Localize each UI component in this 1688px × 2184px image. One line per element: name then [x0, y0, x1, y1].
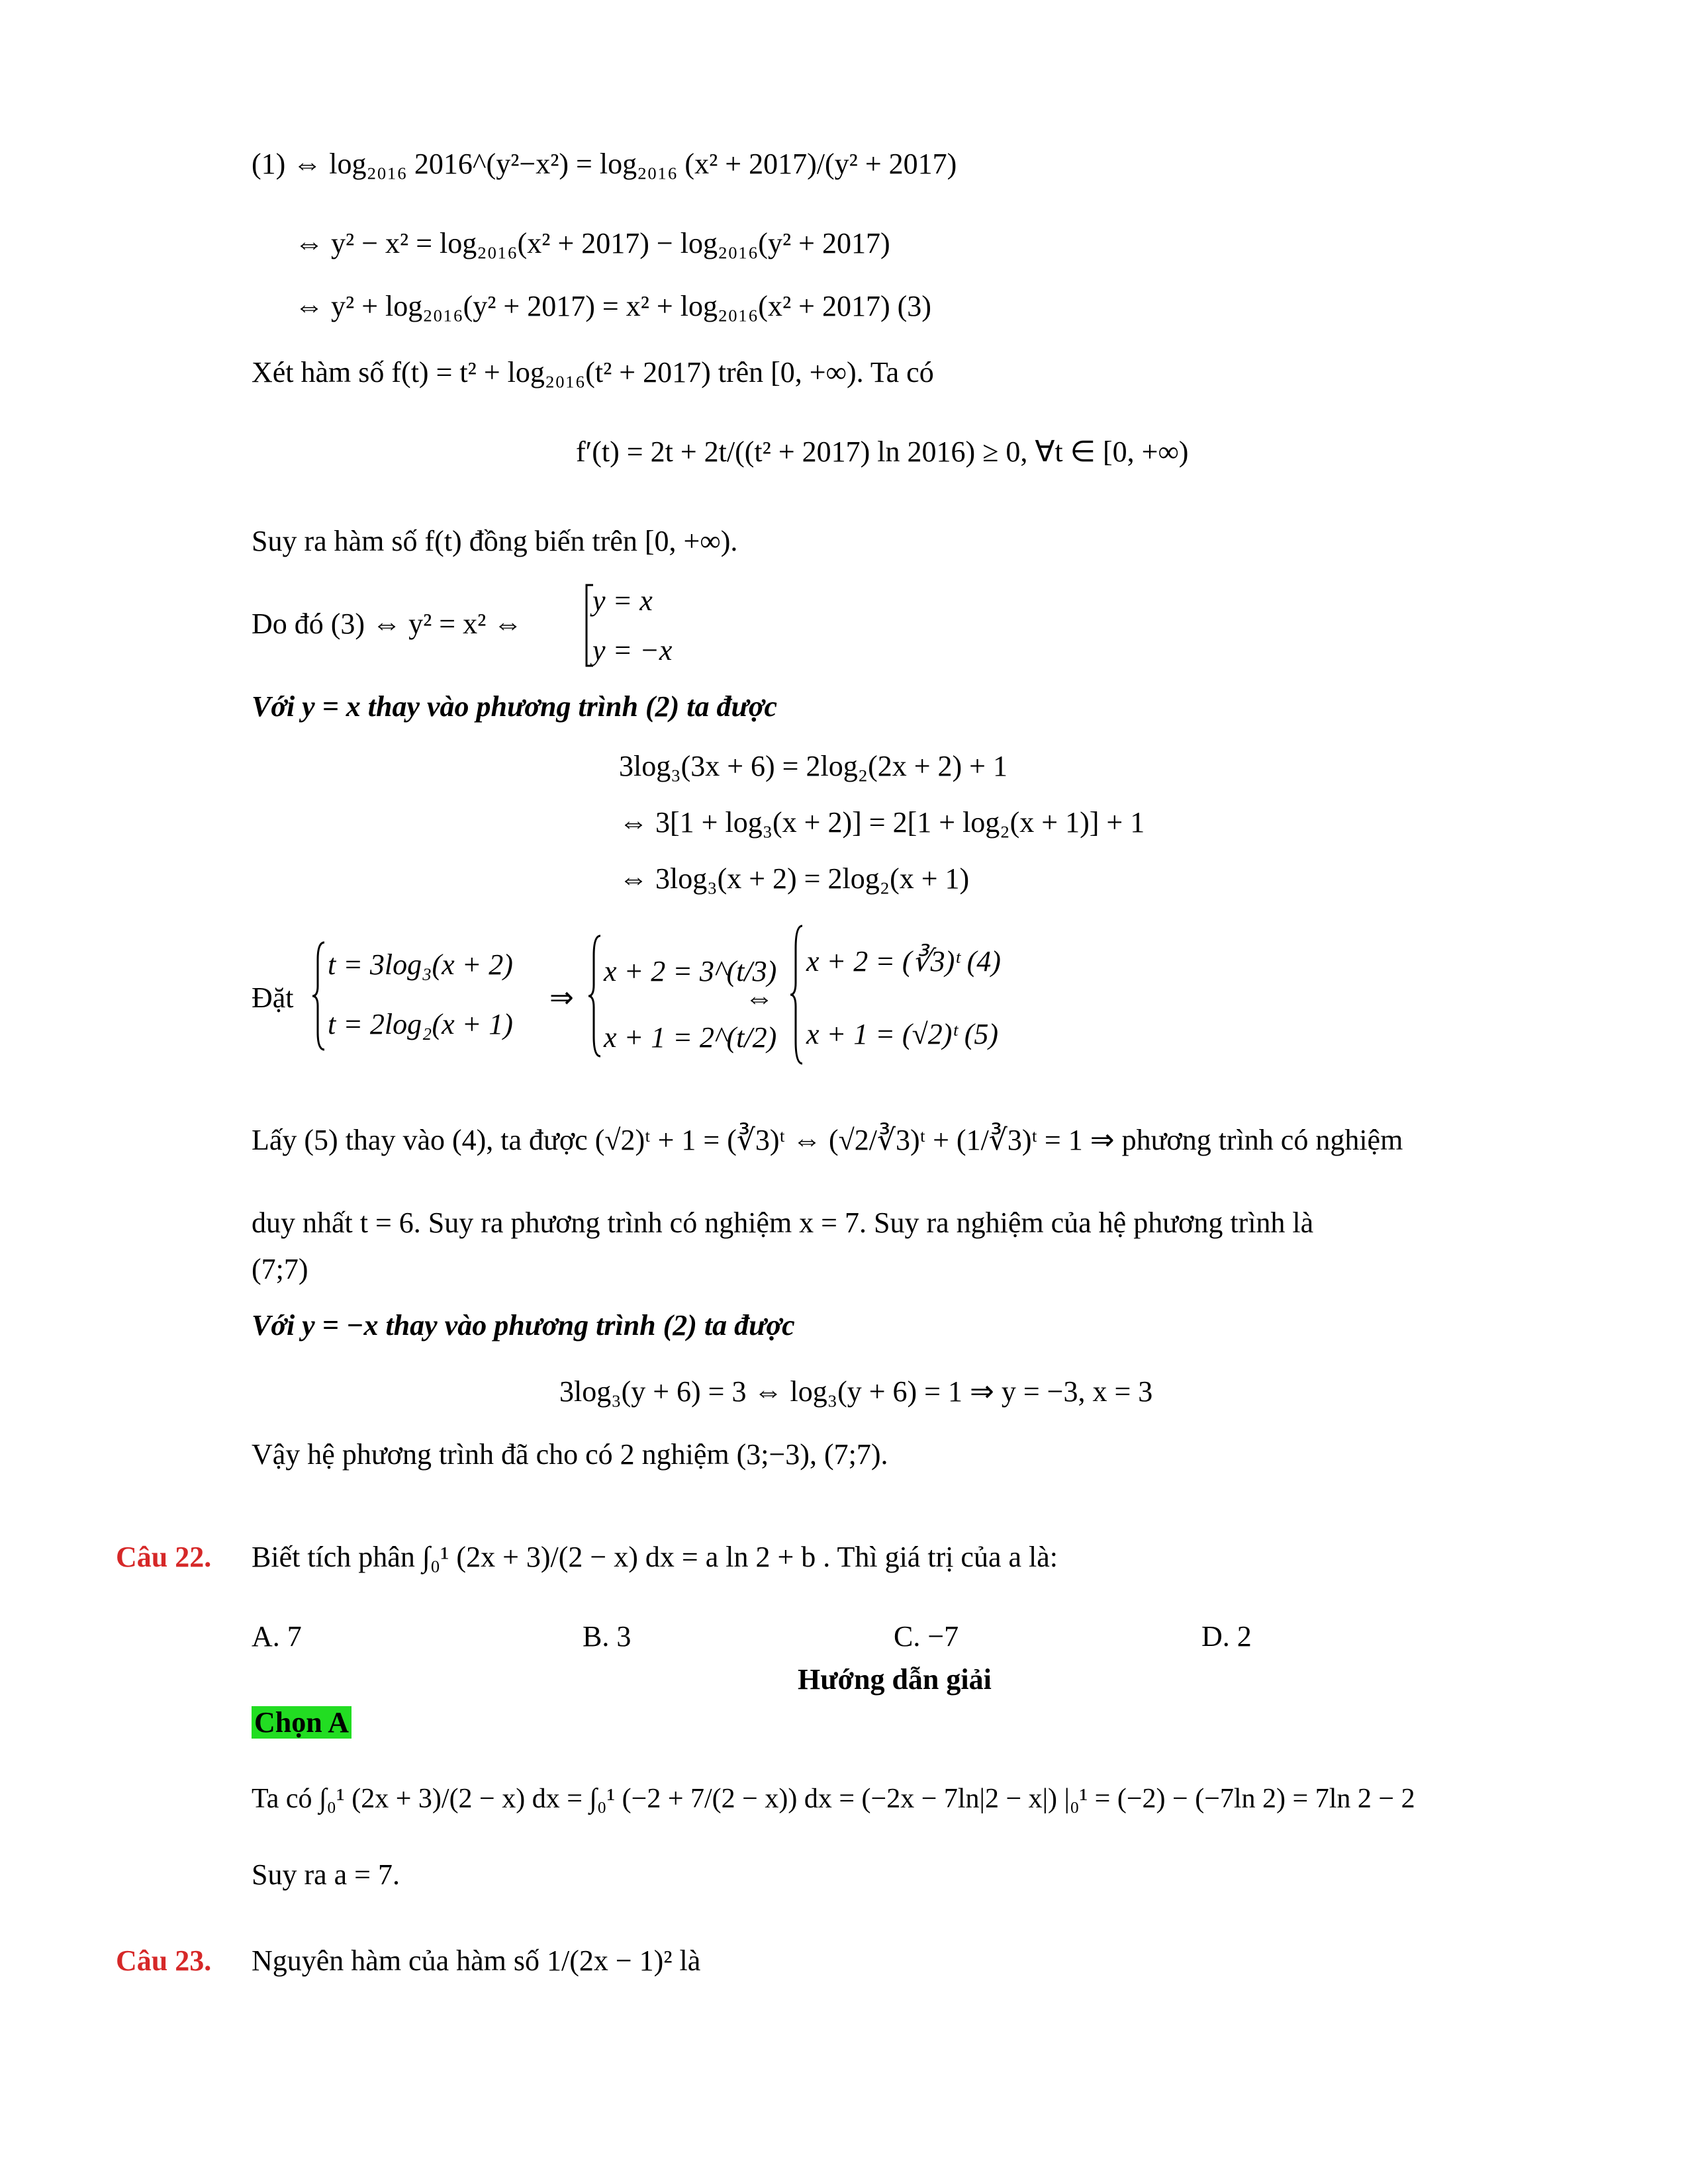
text-dat: Đặt — [252, 981, 294, 1014]
option-d: D. 2 — [1201, 1620, 1252, 1653]
answer-badge — [252, 1704, 352, 1741]
question-23-label: Câu 23. — [116, 1944, 212, 1977]
case-heading-y-x: Với y = x thay vào phương trình (2) ta được — [252, 690, 777, 723]
brace-1 — [310, 940, 327, 1052]
equation-line-10: ⇔ 3[1 + log₃(x + 2)] = 2[1 + log₂(x + 1)] + 1 — [619, 806, 1145, 839]
question-22-text: Biết tích phân ∫₀¹ (2x + 3)/(2 − x) dx = a ln 2 + b . Thì giá trị của a là: — [252, 1541, 1058, 1573]
implies-arrow: ⇒ — [549, 981, 574, 1014]
question-23-text: Nguyên hàm của hàm số 1/(2x − 1)² là — [252, 1944, 701, 1977]
question-22-label: Câu 22. — [116, 1541, 212, 1573]
text-line-therefore: Do đó (3) ⇔ y² = x² ⇔ — [252, 608, 523, 640]
equation-line-17: 3log₃(y + 6) = 3 ⇔ log₃(y + 6) = 1 ⇒ y = −3, x = 3 — [559, 1375, 1153, 1408]
system-3-line-1: x + 2 = (∛3)ᵗ (4) — [806, 945, 1001, 978]
brace-3 — [788, 923, 805, 1066]
option-c: C. −7 — [894, 1620, 959, 1653]
system-1-line-2: t = 2log₂(x + 1) — [328, 1008, 513, 1040]
brace-2 — [586, 933, 603, 1059]
text-line-function: Xét hàm số f(t) = t² + log₂₀₁₆(t² + 2017) trên [0, +∞). Ta có — [252, 356, 934, 388]
text-line-substitute: Lấy (5) thay vào (4), ta được (√2)ᵗ + 1 = (∛3)ᵗ ⇔ (√2/∛3)ᵗ + (1/∛3)ᵗ = 1 ⇒ phương trình có nghiệm — [252, 1124, 1403, 1156]
answer-text: Chọn A — [252, 1706, 352, 1739]
solution-line-1: Ta có ∫₀¹ (2x + 3)/(2 − x) dx = ∫₀¹ (−2 + 7/(2 − x)) dx = (−2x − 7ln|2 − x|) |₀¹ = (−2) − (−7ln 2) = 7ln 2 − 2 — [252, 1784, 1415, 1814]
case-heading-y-minus-x: Với y = −x thay vào phương trình (2) ta được — [252, 1309, 795, 1342]
case-y-equals-minus-x: y = −x — [592, 634, 673, 666]
text-line-unique-solution: duy nhất t = 6. Suy ra phương trình có nghiệm x = 7. Suy ra nghiệm của hệ phương trình là — [252, 1206, 1314, 1239]
equation-line-11: ⇔ 3log₃(x + 2) = 2log₂(x + 1) — [619, 862, 970, 895]
text-line-increasing: Suy ra hàm số f(t) đồng biến trên [0, +∞). — [252, 525, 738, 557]
text-line-solution-pair: (7;7) — [252, 1253, 308, 1285]
equivalent-arrow: ⇔ — [745, 981, 774, 1014]
text-line-conclusion: Vậy hệ phương trình đã cho có 2 nghiệm (3;−3), (7;7). — [252, 1438, 888, 1471]
system-2-line-2: x + 1 = 2^(t/2) — [604, 1021, 777, 1054]
derivative-formula: f′(t) = 2t + 2t/((t² + 2017) ln 2016) ≥ 0, ∀t ∈ [0, +∞) — [576, 435, 1189, 468]
system-2-line-1: x + 2 = 3^(t/3) — [604, 955, 777, 987]
case-y-equals-x: y = x — [592, 584, 653, 617]
option-a: A. 7 — [252, 1620, 302, 1653]
equation-line-3: ⇔ y² + log₂₀₁₆(y² + 2017) = x² + log₂₀₁₆(x² + 2017) (3) — [295, 290, 931, 322]
solution-line-2: Suy ra a = 7. — [252, 1858, 400, 1891]
equation-line-9: 3log₃(3x + 6) = 2log₂(2x + 2) + 1 — [619, 750, 1008, 782]
option-b: B. 3 — [583, 1620, 632, 1653]
equation-line-2: ⇔ y² − x² = log₂₀₁₆(x² + 2017) − log₂₀₁₆(y² + 2017) — [295, 227, 890, 259]
equation-line-1: (1) ⇔ log₂₀₁₆ 2016^(y²−x²) = log₂₀₁₆ (x² + 2017)/(y² + 2017) — [252, 148, 957, 180]
system-3-line-2: x + 1 = (√2)ᵗ (5) — [806, 1018, 999, 1050]
guide-title: Hướng dẫn giải — [798, 1663, 992, 1696]
system-1-line-1: t = 3log₃(x + 2) — [328, 948, 513, 981]
